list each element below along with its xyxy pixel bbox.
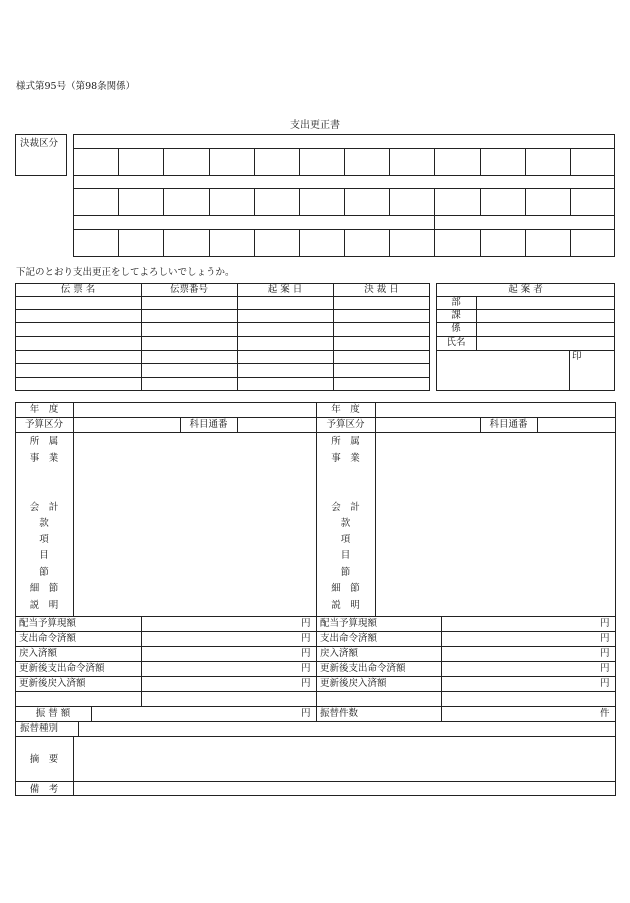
kessai-grid-line xyxy=(480,148,481,175)
right-kamoku: 科目通番 xyxy=(489,419,528,430)
tekiyo-label: 摘 要 xyxy=(29,754,59,765)
left-shozoku: 所 属 xyxy=(29,436,59,447)
left-kamoku: 科目通番 xyxy=(189,419,228,430)
right-amount-label-0: 配当予算現額 xyxy=(320,618,378,629)
right-kaikei: 会 計 xyxy=(331,502,360,513)
right-yen-4: 円 xyxy=(600,678,610,689)
right-ko: 項 xyxy=(340,534,351,545)
left-kan: 款 xyxy=(39,518,49,529)
right-setsu: 節 xyxy=(340,567,351,578)
drafter-header: 起 案 者 xyxy=(508,284,543,295)
right-yosan: 予算区分 xyxy=(326,419,365,430)
kessai-grid-line xyxy=(254,148,255,175)
left-amount-label-0: 配当予算現額 xyxy=(19,618,77,629)
request-text: 下記のとおり支出更正をしてよろしいでしょうか。 xyxy=(16,267,235,278)
voucher-header-number: 伝票番号 xyxy=(169,284,208,295)
right-yen-1: 円 xyxy=(600,633,610,644)
furikae-shubetsu-label: 振替種別 xyxy=(20,723,59,734)
kessai-grid-line xyxy=(434,229,435,257)
kessai-grid-line xyxy=(389,229,390,257)
kessai-grid-line xyxy=(163,229,164,257)
biko-label: 備 考 xyxy=(29,784,59,795)
voucher-header-approval-date: 決 裁 日 xyxy=(364,284,399,295)
furikae-gaku-label: 振 替 額 xyxy=(35,708,71,719)
voucher-row-line xyxy=(15,309,430,310)
kessai-grid-line xyxy=(163,188,164,215)
voucher-row-line xyxy=(15,296,430,297)
kessai-grid-line xyxy=(118,148,119,175)
kessai-grid-line xyxy=(570,229,571,257)
kessai-grid-line xyxy=(570,148,571,175)
left-jigyo: 事 業 xyxy=(29,453,59,464)
kessai-grid-line xyxy=(389,148,390,175)
left-saisetsu: 細 節 xyxy=(29,583,59,594)
kessai-grid-line xyxy=(209,229,210,257)
kessai-grid-line xyxy=(480,188,481,215)
left-ko: 項 xyxy=(39,534,49,545)
left-yen-1: 円 xyxy=(301,633,311,644)
right-yen-0: 円 xyxy=(600,618,610,629)
furikae-gaku-yen: 円 xyxy=(301,708,311,719)
kessai-grid-line xyxy=(344,148,345,175)
right-shozoku: 所 属 xyxy=(331,436,360,447)
right-setsumei: 説 明 xyxy=(331,600,360,611)
drafter-label-kakari: 係 xyxy=(451,323,461,334)
left-amount-label-4: 更新後戻入済額 xyxy=(19,678,86,689)
right-amount-label-2: 戻入済額 xyxy=(320,648,359,659)
left-yen-3: 円 xyxy=(301,663,311,674)
kessai-label-box xyxy=(15,134,67,176)
drafter-label-bu: 部 xyxy=(451,297,461,308)
right-amount-label-3: 更新後支出命令済額 xyxy=(320,663,406,674)
kessai-grid-line xyxy=(434,148,435,175)
voucher-row-line xyxy=(15,363,430,364)
right-saisetsu: 細 節 xyxy=(331,583,360,594)
right-yen-3: 円 xyxy=(600,663,610,674)
left-yen-4: 円 xyxy=(301,678,311,689)
kessai-grid-divider xyxy=(434,215,435,229)
furikae-kensu-label: 振替件数 xyxy=(320,708,359,719)
left-yosan: 予算区分 xyxy=(24,419,63,430)
right-amount-label-1: 支出命令済額 xyxy=(320,633,378,644)
left-setsumei: 説 明 xyxy=(29,600,59,611)
left-yen-0: 円 xyxy=(301,618,311,629)
right-moku: 目 xyxy=(340,550,351,561)
voucher-row-line xyxy=(15,350,430,351)
left-moku: 目 xyxy=(39,550,49,561)
voucher-header-draft-date: 起 案 日 xyxy=(267,284,303,295)
left-kaikei: 会 計 xyxy=(29,502,59,513)
kessai-grid-line xyxy=(209,188,210,215)
kessai-grid-line xyxy=(299,148,300,175)
left-amount-label-3: 更新後支出命令済額 xyxy=(19,663,105,674)
kessai-grid-line xyxy=(344,188,345,215)
kessai-grid-line xyxy=(434,188,435,215)
right-nendo: 年 度 xyxy=(331,404,360,415)
voucher-row-line xyxy=(15,377,430,378)
drafter-label-ka: 課 xyxy=(451,310,461,321)
document-title: 支出更正書 xyxy=(290,120,340,131)
kessai-grid-line xyxy=(254,229,255,257)
kessai-grid-line xyxy=(480,229,481,257)
voucher-row-line xyxy=(15,322,430,323)
kessai-grid-line xyxy=(570,188,571,215)
kessai-label: 決裁区分 xyxy=(20,138,59,149)
kessai-grid-line xyxy=(118,188,119,215)
right-yen-2: 円 xyxy=(600,648,610,659)
kessai-grid-line xyxy=(525,188,526,215)
left-yen-2: 円 xyxy=(301,648,311,659)
kessai-grid-line xyxy=(525,148,526,175)
form-number: 様式第95号（第98条関係） xyxy=(16,81,136,92)
voucher-table xyxy=(15,283,430,391)
left-amount-label-2: 戻入済額 xyxy=(19,648,58,659)
left-amount-label-1: 支出命令済額 xyxy=(19,633,77,644)
voucher-row-line xyxy=(15,336,430,337)
left-setsu: 節 xyxy=(39,567,49,578)
right-amount-label-4: 更新後戻入済額 xyxy=(320,678,387,689)
kessai-grid-line xyxy=(163,148,164,175)
left-nendo: 年 度 xyxy=(29,404,59,415)
kessai-grid-line xyxy=(389,188,390,215)
drafter-label-name: 氏名 xyxy=(446,337,466,348)
kessai-grid-line xyxy=(254,188,255,215)
right-jigyo: 事 業 xyxy=(331,453,360,464)
kessai-grid-line xyxy=(525,229,526,257)
kessai-grid-line xyxy=(118,229,119,257)
kessai-grid-line xyxy=(299,188,300,215)
furikae-ken: 件 xyxy=(600,708,610,719)
voucher-header-name: 伝 票 名 xyxy=(60,284,96,295)
seal-mark: 印 xyxy=(572,351,582,362)
right-kan: 款 xyxy=(340,518,351,529)
kessai-grid-line xyxy=(209,148,210,175)
kessai-grid-line xyxy=(344,229,345,257)
kessai-grid-line xyxy=(299,229,300,257)
